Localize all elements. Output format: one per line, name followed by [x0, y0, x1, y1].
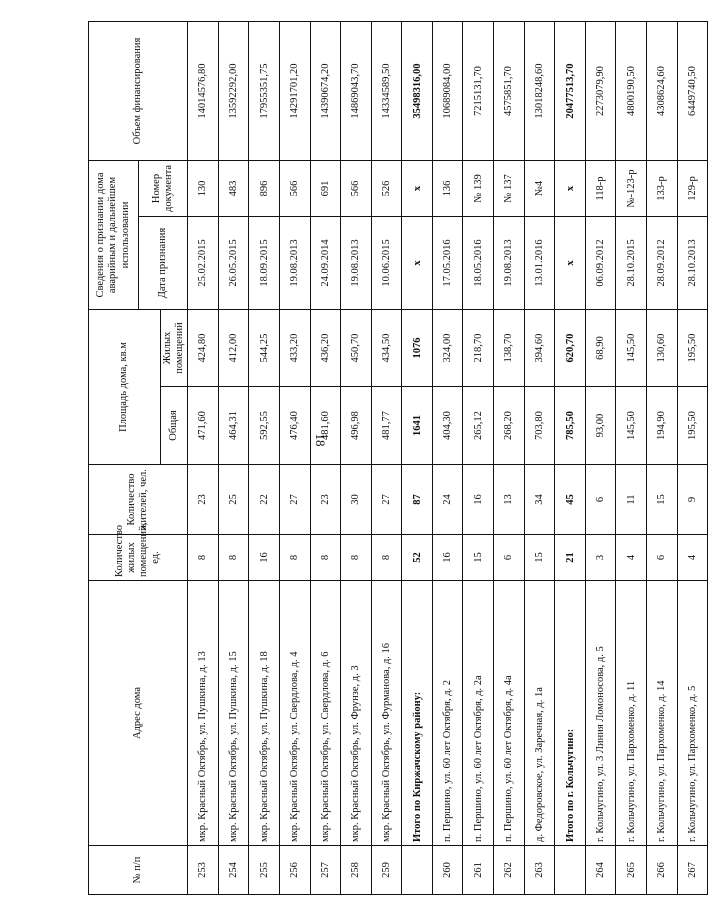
row-number: [555, 846, 586, 895]
table-row: [524, 22, 555, 895]
row-funding: 35498316,00: [402, 22, 433, 161]
row-doc-number: 566: [279, 161, 310, 217]
table-row: [279, 22, 310, 895]
row-area-total: 194,90: [647, 387, 678, 465]
row-number: 266: [647, 846, 678, 895]
row-rooms: 6: [647, 535, 678, 581]
row-area-living: 450,70: [341, 310, 372, 387]
row-number: 261: [463, 846, 494, 895]
row-doc-number: 133-р: [647, 161, 678, 217]
row-residents: 9: [677, 465, 708, 535]
row-rooms: 16: [249, 535, 280, 581]
row-area-living: 433,20: [279, 310, 310, 387]
row-area-total: 464,31: [218, 387, 249, 465]
row-address: г. Кольчугино, ул. Пархоменко, д. 11: [616, 581, 647, 846]
row-residents: 6: [585, 465, 616, 535]
row-recognition-date: x: [555, 217, 586, 310]
row-recognition-date: 25.02.2015: [188, 217, 219, 310]
row-number: 260: [432, 846, 463, 895]
row-funding: 4800190,50: [616, 22, 647, 161]
row-area-living: 138,70: [494, 310, 525, 387]
row-residents: 87: [402, 465, 433, 535]
row-address: мкр. Красный Октябрь, ул. Свердлова, д. 6: [310, 581, 341, 846]
row-residents: 22: [249, 465, 280, 535]
row-area-total: 93,00: [585, 387, 616, 465]
row-area-total: 785,50: [555, 387, 586, 465]
row-area-total: 476,40: [279, 387, 310, 465]
row-area-living: 68,90: [585, 310, 616, 387]
row-area-living: 544,25: [249, 310, 280, 387]
row-doc-number: 130: [188, 161, 219, 217]
row-address: мкр. Красный Октябрь, ул. Пушкина, д. 13: [188, 581, 219, 846]
row-area-total: 145,50: [616, 387, 647, 465]
row-rooms: 3: [585, 535, 616, 581]
row-area-living: 412,00: [218, 310, 249, 387]
row-recognition-date: 18.05.2016: [463, 217, 494, 310]
row-doc-number: 526: [371, 161, 402, 217]
row-rooms: 8: [188, 535, 219, 581]
row-funding: 7215131,70: [463, 22, 494, 161]
header-funding: Объем финансирования: [89, 22, 188, 161]
table-row: [647, 22, 678, 895]
row-doc-number: 129-р: [677, 161, 708, 217]
row-area-total: 481,60: [310, 387, 341, 465]
table-row: [494, 22, 525, 895]
row-area-living: 145,50: [616, 310, 647, 387]
header-recognition-group: Сведения о признании дома аварийным и дальнейшем использовании: [89, 161, 139, 310]
row-number: 267: [677, 846, 708, 895]
row-doc-number: 566: [341, 161, 372, 217]
row-rooms: 16: [432, 535, 463, 581]
row-doc-number: 118-р: [585, 161, 616, 217]
row-area-total: 265,12: [463, 387, 494, 465]
row-area-total: 481,77: [371, 387, 402, 465]
row-residents: 15: [647, 465, 678, 535]
row-recognition-date: x: [402, 217, 433, 310]
row-residents: 27: [371, 465, 402, 535]
header-recognition-date: Дата признания: [139, 217, 188, 310]
header-num: № п/п: [89, 846, 188, 895]
row-number: 254: [218, 846, 249, 895]
row-funding: 14014576,80: [188, 22, 219, 161]
row-rooms: 15: [524, 535, 555, 581]
row-area-total: 703,80: [524, 387, 555, 465]
header-area-living: Жилых помещений: [161, 310, 188, 387]
row-area-total: 496,98: [341, 387, 372, 465]
row-address: г. Кольчугино, ул. Пархоменко, д. 14: [647, 581, 678, 846]
row-funding: 10689084,00: [432, 22, 463, 161]
row-recognition-date: 24.09.2014: [310, 217, 341, 310]
row-area-living: 436,20: [310, 310, 341, 387]
row-doc-number: № 137: [494, 161, 525, 217]
row-residents: 16: [463, 465, 494, 535]
row-area-total: 471,60: [188, 387, 219, 465]
row-residents: 25: [218, 465, 249, 535]
row-number: 258: [341, 846, 372, 895]
row-doc-number: 896: [249, 161, 280, 217]
total-row: [402, 22, 433, 895]
rotated-document: [88, 22, 698, 895]
row-rooms: 8: [218, 535, 249, 581]
table-row: [371, 22, 402, 895]
row-residents: 13: [494, 465, 525, 535]
row-area-living: 130,60: [647, 310, 678, 387]
row-number: 265: [616, 846, 647, 895]
row-recognition-date: 10.06.2015: [371, 217, 402, 310]
row-address: г. Кольчугино, ул. 3 Линия Ломоносова, д. 5: [585, 581, 616, 846]
row-rooms: 8: [371, 535, 402, 581]
row-address: мкр. Красный Октябрь, ул. Пушкина, д. 15: [218, 581, 249, 846]
table-row: [677, 22, 708, 895]
row-recognition-date: 28.10.2013: [677, 217, 708, 310]
table-row: [616, 22, 647, 895]
row-funding: 14390674,20: [310, 22, 341, 161]
header-rooms: Количество жилых помещений, ед.: [89, 535, 188, 581]
row-recognition-date: 28.09.2012: [647, 217, 678, 310]
row-residents: 23: [310, 465, 341, 535]
header-doc-number: Номер документа: [139, 161, 188, 217]
row-area-living: 195,50: [677, 310, 708, 387]
table-row: [463, 22, 494, 895]
row-residents: 30: [341, 465, 372, 535]
row-address: Итого по Киржачскому району:: [402, 581, 433, 846]
row-residents: 23: [188, 465, 219, 535]
row-residents: 27: [279, 465, 310, 535]
row-funding: 13592292,00: [218, 22, 249, 161]
row-recognition-date: 06.09.2012: [585, 217, 616, 310]
row-area-total: 268,20: [494, 387, 525, 465]
row-doc-number: x: [555, 161, 586, 217]
row-rooms: 4: [677, 535, 708, 581]
row-area-living: 218,70: [463, 310, 494, 387]
row-area-total: 195,50: [677, 387, 708, 465]
row-doc-number: 691: [310, 161, 341, 217]
row-recognition-date: 26.05.2015: [218, 217, 249, 310]
header-address: Адрес дома: [89, 581, 188, 846]
row-doc-number: № 139: [463, 161, 494, 217]
row-recognition-date: 17.05.2016: [432, 217, 463, 310]
row-rooms: 6: [494, 535, 525, 581]
row-recognition-date: 28.10.2015: [616, 217, 647, 310]
housing-table: [88, 21, 708, 895]
row-number: 263: [524, 846, 555, 895]
row-funding: 4308624,60: [647, 22, 678, 161]
row-number: 255: [249, 846, 280, 895]
row-area-living: 324,00: [432, 310, 463, 387]
table-row: [310, 22, 341, 895]
row-rooms: 15: [463, 535, 494, 581]
row-residents: 34: [524, 465, 555, 535]
row-doc-number: №4: [524, 161, 555, 217]
row-funding: 13018248,60: [524, 22, 555, 161]
row-doc-number: 136: [432, 161, 463, 217]
row-funding: 14869043,70: [341, 22, 372, 161]
row-rooms: 8: [279, 535, 310, 581]
table-row: [249, 22, 280, 895]
row-doc-number: №-123-р: [616, 161, 647, 217]
row-funding: 20477513,70: [555, 22, 586, 161]
table-row: [218, 22, 249, 895]
row-recognition-date: 18.09.2015: [249, 217, 280, 310]
table-body: [188, 22, 708, 895]
row-area-living: 434,50: [371, 310, 402, 387]
row-funding: 2273079,90: [585, 22, 616, 161]
row-address: мкр. Красный Октябрь, ул. Пушкина, д. 18: [249, 581, 280, 846]
row-residents: 45: [555, 465, 586, 535]
table-row: [585, 22, 616, 895]
row-funding: 17955351,75: [249, 22, 280, 161]
header-residents: Количество жителей, чел.: [89, 465, 188, 535]
row-funding: 14291701,20: [279, 22, 310, 161]
row-address: мкр. Красный Октябрь, ул. Фрунзе, д. 3: [341, 581, 372, 846]
row-residents: 11: [616, 465, 647, 535]
row-recognition-date: 19.08.2013: [494, 217, 525, 310]
row-number: [402, 846, 433, 895]
row-doc-number: x: [402, 161, 433, 217]
row-number: 257: [310, 846, 341, 895]
row-doc-number: 483: [218, 161, 249, 217]
table-row: [432, 22, 463, 895]
row-area-living: 424,80: [188, 310, 219, 387]
row-area-total: 1641: [402, 387, 433, 465]
row-rooms: 21: [555, 535, 586, 581]
row-number: 262: [494, 846, 525, 895]
row-rooms: 8: [310, 535, 341, 581]
row-recognition-date: 19.08.2013: [341, 217, 372, 310]
row-number: 259: [371, 846, 402, 895]
table-row: [188, 22, 219, 895]
row-area-total: 404,30: [432, 387, 463, 465]
row-recognition-date: 19.08.2013: [279, 217, 310, 310]
row-number: 256: [279, 846, 310, 895]
row-address: мкр. Красный Октябрь, ул. Свердлова, д. 4: [279, 581, 310, 846]
row-address: Итого по г. Кольчугино:: [555, 581, 586, 846]
row-address: д. Федоровское, ул. Заречная, д. 1а: [524, 581, 555, 846]
row-address: п. Першино, ул. 60 лет Октября, д. 2: [432, 581, 463, 846]
row-rooms: 8: [341, 535, 372, 581]
total-row: [555, 22, 586, 895]
row-funding: 14334589,50: [371, 22, 402, 161]
row-funding: 6449740,50: [677, 22, 708, 161]
row-address: мкр. Красный Октябрь, ул. Фурманова, д. 16: [371, 581, 402, 846]
header-area-total: Общая: [161, 387, 188, 465]
row-rooms: 4: [616, 535, 647, 581]
row-address: г. Кольчугино, ул. Пархоменко, д. 5: [677, 581, 708, 846]
row-number: 253: [188, 846, 219, 895]
header-area-group: Площадь дома, кв.м: [89, 310, 161, 465]
row-number: 264: [585, 846, 616, 895]
row-rooms: 52: [402, 535, 433, 581]
row-area-living: 394,60: [524, 310, 555, 387]
row-address: п. Першино, ул. 60 лет Октября, д. 4а: [494, 581, 525, 846]
row-residents: 24: [432, 465, 463, 535]
row-area-living: 1076: [402, 310, 433, 387]
page-number: 18: [313, 433, 328, 447]
row-area-total: 592,55: [249, 387, 280, 465]
row-funding: 4575851,70: [494, 22, 525, 161]
row-area-living: 620,70: [555, 310, 586, 387]
row-recognition-date: 13.01.2016: [524, 217, 555, 310]
table-row: [341, 22, 372, 895]
row-address: п. Першино, ул. 60 лет Октября, д. 2а: [463, 581, 494, 846]
